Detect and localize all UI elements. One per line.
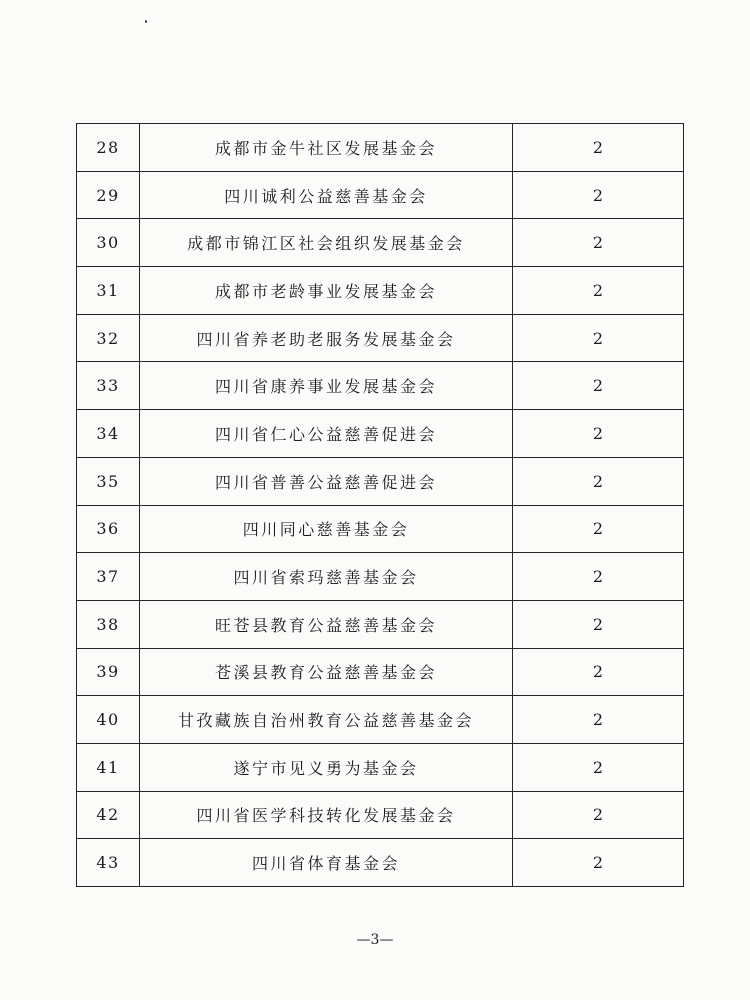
organization-name-cell: 四川省养老助老服务发展基金会 (140, 314, 513, 362)
count-cell: 2 (513, 839, 684, 887)
count-cell: 2 (513, 648, 684, 696)
table-row (77, 171, 684, 219)
table-row (77, 267, 684, 315)
table-row (77, 362, 684, 410)
count-cell: 2 (513, 410, 684, 458)
organization-name-cell: 成都市老龄事业发展基金会 (140, 267, 513, 315)
table-row (77, 791, 684, 839)
organization-name-cell: 遂宁市见义勇为基金会 (140, 743, 513, 791)
row-number-cell: 35 (77, 457, 140, 505)
row-number-cell: 42 (77, 791, 140, 839)
table-row (77, 743, 684, 791)
organization-name-cell: 四川省仁心公益慈善促进会 (140, 410, 513, 458)
table-row (77, 505, 684, 553)
count-cell: 2 (513, 600, 684, 648)
table-row (77, 124, 684, 172)
count-cell: 2 (513, 219, 684, 267)
organization-name-cell: 四川省康养事业发展基金会 (140, 362, 513, 410)
page-number: —3— (356, 932, 394, 948)
count-cell: 2 (513, 553, 684, 601)
table-row (77, 696, 684, 744)
organization-name-cell: 成都市锦江区社会组织发展基金会 (140, 219, 513, 267)
count-cell: 2 (513, 267, 684, 315)
row-number-cell: 40 (77, 696, 140, 744)
table-body (77, 124, 684, 887)
organization-name-cell: 成都市金牛社区发展基金会 (140, 124, 513, 172)
row-number-cell: 37 (77, 553, 140, 601)
row-number-cell: 36 (77, 505, 140, 553)
row-number-cell: 30 (77, 219, 140, 267)
foundation-table (76, 123, 684, 887)
organization-name-cell: 四川省普善公益慈善促进会 (140, 457, 513, 505)
organization-name-cell: 四川省医学科技转化发展基金会 (140, 791, 513, 839)
row-number-cell: 34 (77, 410, 140, 458)
table-row (77, 219, 684, 267)
count-cell: 2 (513, 743, 684, 791)
organization-name-cell: 四川省索玛慈善基金会 (140, 553, 513, 601)
count-cell: 2 (513, 362, 684, 410)
row-number-cell: 29 (77, 171, 140, 219)
row-number-cell: 41 (77, 743, 140, 791)
organization-name-cell: 甘孜藏族自治州教育公益慈善基金会 (140, 696, 513, 744)
organization-name-cell: 苍溪县教育公益慈善基金会 (140, 648, 513, 696)
row-number-cell: 39 (77, 648, 140, 696)
table-row (77, 553, 684, 601)
count-cell: 2 (513, 314, 684, 362)
table-row (77, 600, 684, 648)
row-number-cell: 43 (77, 839, 140, 887)
row-number-cell: 31 (77, 267, 140, 315)
count-cell: 2 (513, 457, 684, 505)
table-row (77, 839, 684, 887)
organization-name-cell: 旺苍县教育公益慈善基金会 (140, 600, 513, 648)
row-number-cell: 38 (77, 600, 140, 648)
organization-name-cell: 四川同心慈善基金会 (140, 505, 513, 553)
row-number-cell: 33 (77, 362, 140, 410)
row-number-cell: 28 (77, 124, 140, 172)
scan-speck (145, 20, 147, 23)
organization-name-cell: 四川诚利公益慈善基金会 (140, 171, 513, 219)
row-number-cell: 32 (77, 314, 140, 362)
count-cell: 2 (513, 124, 684, 172)
count-cell: 2 (513, 505, 684, 553)
table-row (77, 314, 684, 362)
count-cell: 2 (513, 791, 684, 839)
organization-name-cell: 四川省体育基金会 (140, 839, 513, 887)
table-row (77, 410, 684, 458)
count-cell: 2 (513, 696, 684, 744)
table-row (77, 457, 684, 505)
count-cell: 2 (513, 171, 684, 219)
table-row (77, 648, 684, 696)
